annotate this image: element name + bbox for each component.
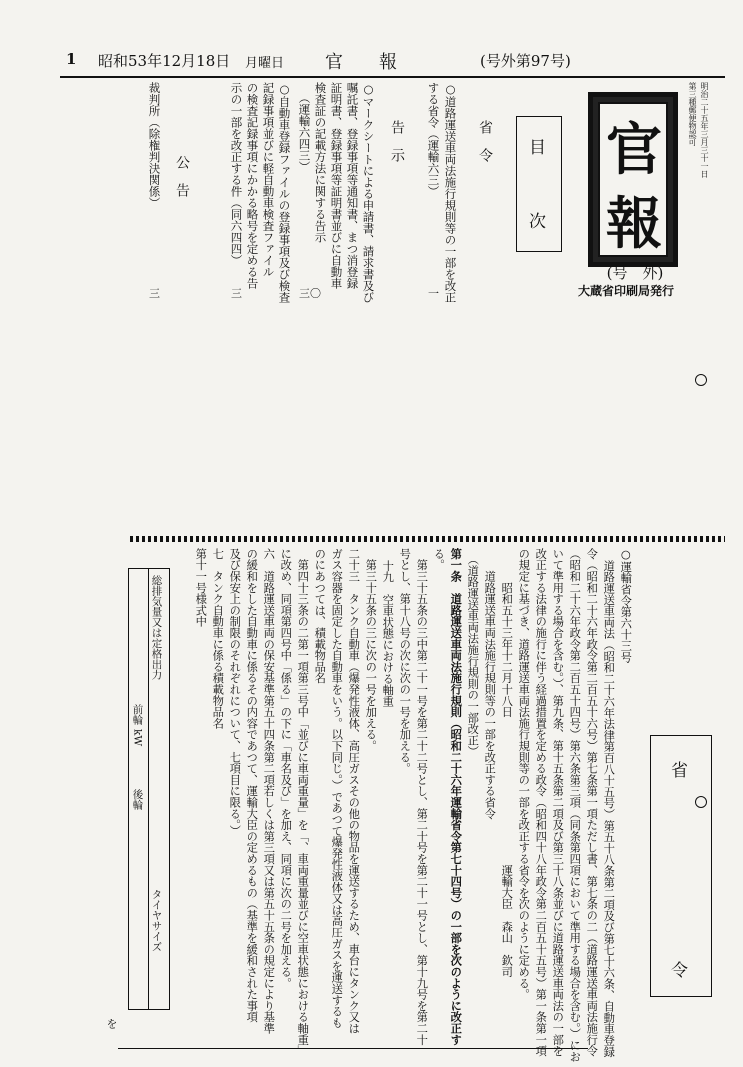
ordinance-line: 及び保安上の制限のそれぞれについて、七項目に限る。） [228, 548, 242, 837]
toc-entry[interactable]: 示の一部を改正する件（同六四四） [229, 82, 244, 266]
ordinance-line: 七 タンク自動車に係る積載物品名 [211, 548, 225, 729]
ordinance-line: 道路運送車両法（昭和二十六年法律第百八十五号）第五十八条第二項及び第七十六条、自動車登録 [602, 560, 616, 1058]
issue-number: (号外第97号) [480, 52, 571, 70]
masthead-char-1: 官 [606, 117, 662, 183]
ordinance-line: ガス容器を固定した自動車をいう。以下同じ。）であつて爆発性液体又は高圧ガスを運送するも [330, 548, 344, 1029]
ordinance-heading-char-2: 令 [671, 961, 688, 981]
form-excerpt-table [128, 568, 170, 1010]
table-cell: 前輪 [131, 704, 144, 725]
toc-section-ordinance: 省 令 [477, 120, 493, 162]
toc-page-number: 三〇 [299, 287, 321, 300]
masthead-logo [588, 92, 678, 267]
toc-heading-char-1: 目 [529, 138, 546, 158]
ordinance-line: いて準用する場合を含む。）、第九条、第十五条第二項及び第三十八条並びに道路運送車両法の一部を [551, 548, 565, 1057]
toc-entry[interactable]: の検査記録事項にかかる略号を定める告 [245, 82, 260, 289]
ordinance-line: 第十一号様式中 [194, 548, 208, 628]
toc-entry[interactable]: （運輸六四三） [297, 92, 312, 173]
toc-heading-char-2: 次 [529, 212, 546, 232]
page-number: 1 [66, 50, 77, 68]
toc-heading-box [516, 116, 562, 252]
ordinance-heading-char-1: 省 [671, 761, 688, 781]
ordinance-line: 第四十三条の二第一項第三号中「並びに車両重量」を「、車両重量並びに空車状態における軸重」 [296, 548, 310, 1057]
toc-entry[interactable]: ○マークシートによる申請書、請求書及び [361, 82, 376, 303]
table-cell: 後輪 [131, 789, 144, 810]
weekday: 月曜日 [245, 56, 285, 71]
paper-name: 官 報 [325, 52, 397, 73]
toc-entry[interactable]: 証明書、登録事項等証明書並びに自動車 [329, 82, 344, 289]
ordinance-line: 第三十五条の三中第二十一号を第二十二号とし、第二十号を第二十一号とし、第十九号を第二十 [415, 548, 429, 1046]
toc-page-number: 一 [428, 287, 439, 300]
ordinance-line: ○運輸省令第六十三号 [619, 548, 633, 663]
ordinance-line: 第三十五条の三に次の一号を加える。 [364, 548, 378, 752]
table-cell: kW [131, 729, 144, 747]
toc-entry[interactable]: する省令（運輸六三） [426, 82, 441, 197]
ordinance-line: のにあつては、積載物品名 [313, 548, 327, 684]
toc-entry[interactable]: 記録事項並びに軽自動車検査ファイル [261, 82, 276, 278]
permit-line-2: 第三種郵便物認可 [688, 82, 697, 146]
toc-section-public-notice: 公 告 [174, 155, 190, 197]
ordinance-line: に改め、同項第四号中「係る」の下に「車名及び」を加え、同項に次の二号を加える。 [279, 548, 293, 989]
masthead-publisher: 大蔵省印刷局発行 [578, 284, 675, 298]
toc-entry[interactable]: 検査証の記載方法に関する告示 [313, 82, 328, 243]
ordinance-line: 号とし、第十八号の次に次の一号を加える。 [398, 548, 412, 774]
toc-page-number: 三 [231, 287, 242, 300]
toc-section-notice: 告 示 [389, 120, 405, 162]
table-cell: タイヤサイズ [150, 889, 163, 952]
table-divider [148, 569, 149, 1009]
ordinance-line: 六 道路運送車両の保安基準第五十四条第二項若しくは第三項又は第五十五条の規定により基準 [262, 548, 276, 1034]
issue-date: 昭和53年12月18日 [98, 52, 231, 70]
ordinance-heading-box [650, 735, 712, 997]
ordinance-line: 十九 空車状態における軸重 [381, 560, 395, 707]
ordinance-line: る。 [432, 548, 446, 571]
toc-entry[interactable]: 嘱託書、登録事項等通知書、まつ消登録 [345, 82, 360, 289]
masthead-subtitle: (号 外) [606, 264, 664, 282]
ordinance-line: （道路運送車両法施行規則の一部改正） [466, 548, 480, 758]
toc-entry[interactable]: ○自動車登録ファイルの登録事項及び検査 [277, 82, 292, 303]
ordinance-line: （昭和二十六年政令第二百五十四号）第六条第三項（同条第四項において準用する場合を含む。）にお [568, 548, 582, 1063]
bottom-rule [118, 1048, 588, 1049]
ordinance-line: 改正する法律の施行に伴う経過措置を定める政令（昭和四十八年政令第二百五十五号）第一条第一項 [534, 548, 548, 1057]
table-cell: 総排気量又は定格出力 [150, 575, 163, 680]
toc-entry[interactable]: ○道路運送車両法施行規則等の一部を改正 [443, 82, 458, 303]
header-rule [60, 76, 725, 78]
gazette-header [60, 50, 600, 72]
ordinance-title: 道路運送車両法施行規則等の一部を改正する省令 [483, 548, 497, 820]
masthead-char-2: 報 [606, 191, 662, 257]
permit-line-1: 明治二十五年三月三十一日 [700, 82, 709, 178]
ordinance-line: 二十三 タンク自動車（爆発性液体、高圧ガスその他の物品を運送するため、車台にタンク又は [347, 548, 361, 1034]
ordinance-line: の緩和をした自動車に係るその内容であつて、運輸大臣の定めるもの（基準を緩和された事項 [245, 548, 259, 1023]
punch-hole-icon [695, 374, 707, 386]
toc-page-number: 三 [149, 287, 160, 300]
toc-entry[interactable]: 裁判所（除権判決関係） [147, 82, 162, 209]
ordinance-line: 令（昭和二十六年政令第二百五十六号）第七条第一項ただし書、第七条の二（道路運送車両法施行令 [585, 548, 599, 1057]
ordinance-article: 第一条 道路運送車両法施行規則（昭和二十六年運輸省令第七十四号）の一部を次のように改正す [449, 548, 464, 1046]
section-divider [130, 536, 725, 542]
ordinance-line: の規定に基づき、道路運送車両法施行規則等の一部を改正する省令を次のように定める。 [517, 548, 531, 1000]
ordinance-line: 昭和五十三年十二月十八日 運輸大臣 森山 欽司 [500, 548, 514, 978]
table-tail-text: を [105, 1018, 118, 1029]
